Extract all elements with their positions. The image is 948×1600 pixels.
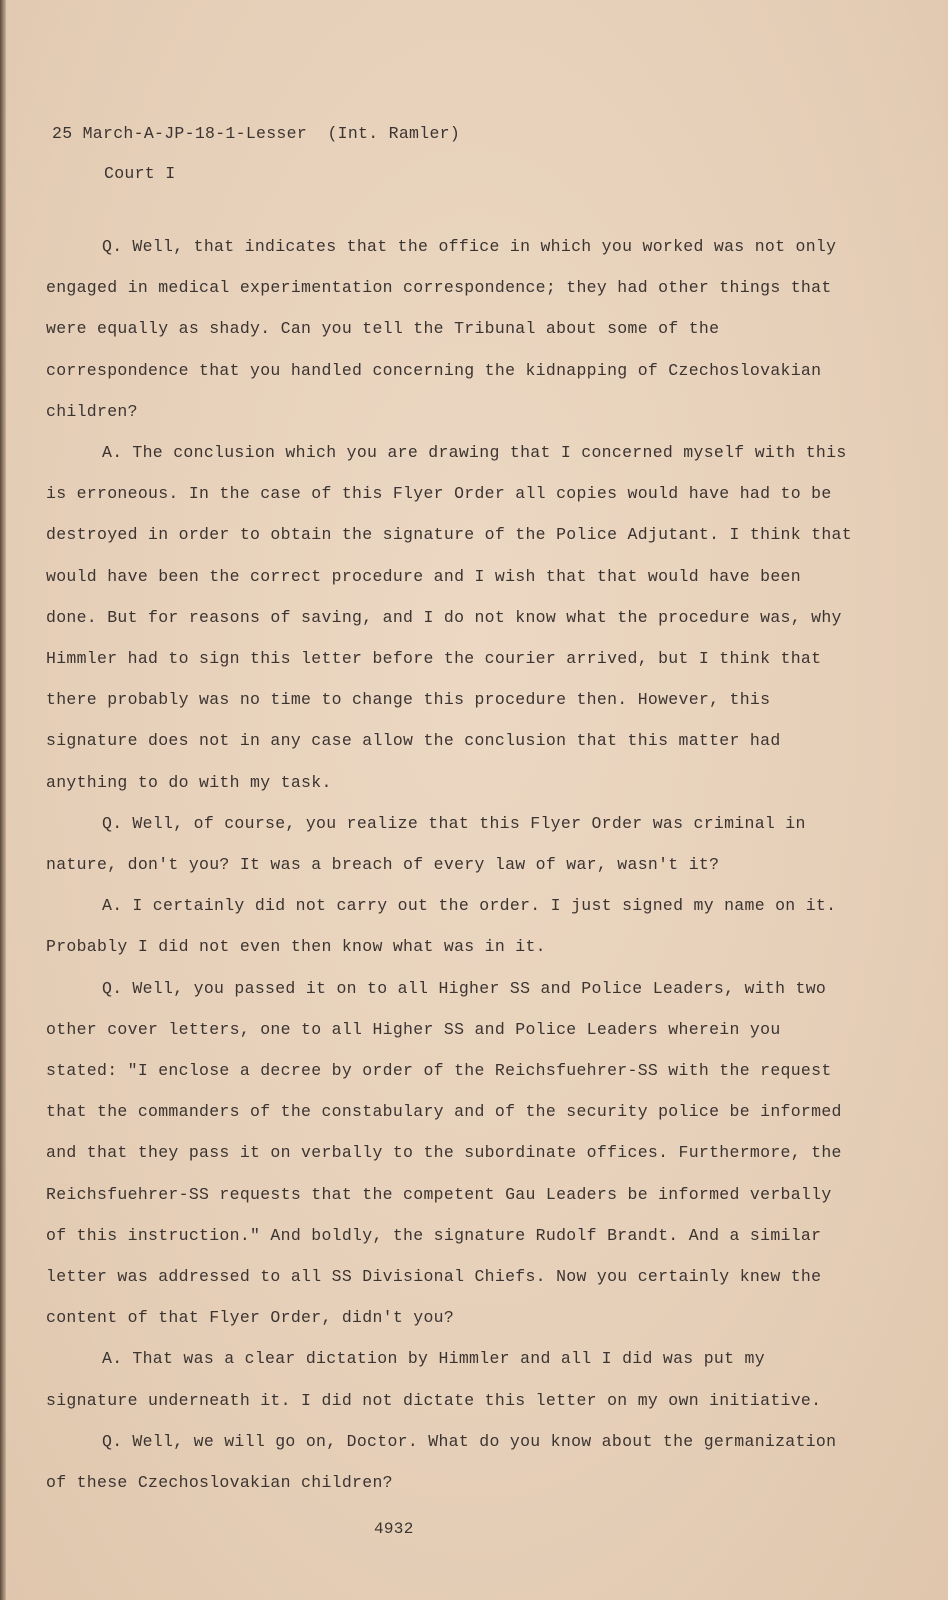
paragraph-text: Well, we will go on, Doctor. What do you know about the germanization of these Czechoslovakian children? bbox=[46, 1431, 837, 1493]
speaker-label: A. bbox=[102, 443, 123, 463]
paragraph-question bbox=[46, 803, 852, 885]
paragraph-text: That was a clear dictation by Himmler and all I did was put my signature underneath it. I did not dictate this letter on my own initiative. bbox=[46, 1349, 822, 1410]
page-edge-shadow bbox=[0, 0, 6, 1600]
paragraph-text: Well, that indicates that the office in which you worked was not only engaged in medical experimentation correspondence; they had other things that were equally as shady. Can you tell the Tribunal about some of the correspondence that you handled concerning the kidnapping of Czechoslovakian children? bbox=[46, 237, 837, 421]
speaker-label: Q. bbox=[102, 813, 123, 833]
paragraph-question bbox=[46, 1421, 852, 1503]
paragraph-question bbox=[46, 968, 852, 1339]
paragraph-text: I certainly did not carry out the order. I just signed my name on it. Probably I did not even then know what was in it. bbox=[46, 896, 837, 957]
paragraph-text: Well, you passed it on to all Higher SS and Police Leaders, with two other cover letters, one to all Higher SS and Police Leaders wherein you stated: "I enclose a decree by order of the Reichsfuehrer-SS with the request that the commanders of the constabulary and of the security police be informed and that they pass it on verbally to the subordinate offices. Furthermore, the Reichsfuehrer-SS requests that the competent Gau Leaders be informed verbally of this instruction." And boldly, the signature Rudolf Brandt. And a similar letter was addressed to all SS Divisional Chiefs. Now you certainly knew the content of that Flyer Order, didn't you? bbox=[46, 978, 842, 1328]
speaker-label: Q. bbox=[102, 978, 123, 998]
page-number: 4932 bbox=[374, 1520, 414, 1538]
transcript-header: 25 March-A-JP-18-1-Lesser (Int. Ramler) bbox=[52, 124, 461, 143]
paragraph-text: The conclusion which you are drawing that I concerned myself with this is erroneous. In the case of this Flyer Order all copies would have had to be destroyed in order to obtain the signature of the Police Adjutant. I think that would have been the correct procedure and I wish that that would have been done. But for reasons of saving, and I do not know what the procedure was, why Himmler had to sign this letter before the courier arrived, but I think that there probably was no time to change this procedure then. However, this signature does not in any case allow the conclusion that this matter had anything to do with my task. bbox=[46, 443, 852, 792]
speaker-label: A. bbox=[102, 896, 123, 916]
paragraph-answer bbox=[46, 432, 852, 803]
paragraph-answer bbox=[46, 1338, 852, 1420]
speaker-label: Q. bbox=[102, 237, 123, 256]
paragraph-text: Well, of course, you realize that this Flyer Order was criminal in nature, don't you? It was a breach of every law of war, wasn't it? bbox=[46, 813, 806, 875]
paragraph-question bbox=[46, 226, 852, 432]
paragraph-answer bbox=[46, 885, 852, 967]
speaker-label: Q. bbox=[102, 1431, 123, 1451]
transcript-body bbox=[46, 226, 852, 1503]
court-designation: Court I bbox=[104, 164, 176, 183]
speaker-label: A. bbox=[102, 1349, 123, 1369]
